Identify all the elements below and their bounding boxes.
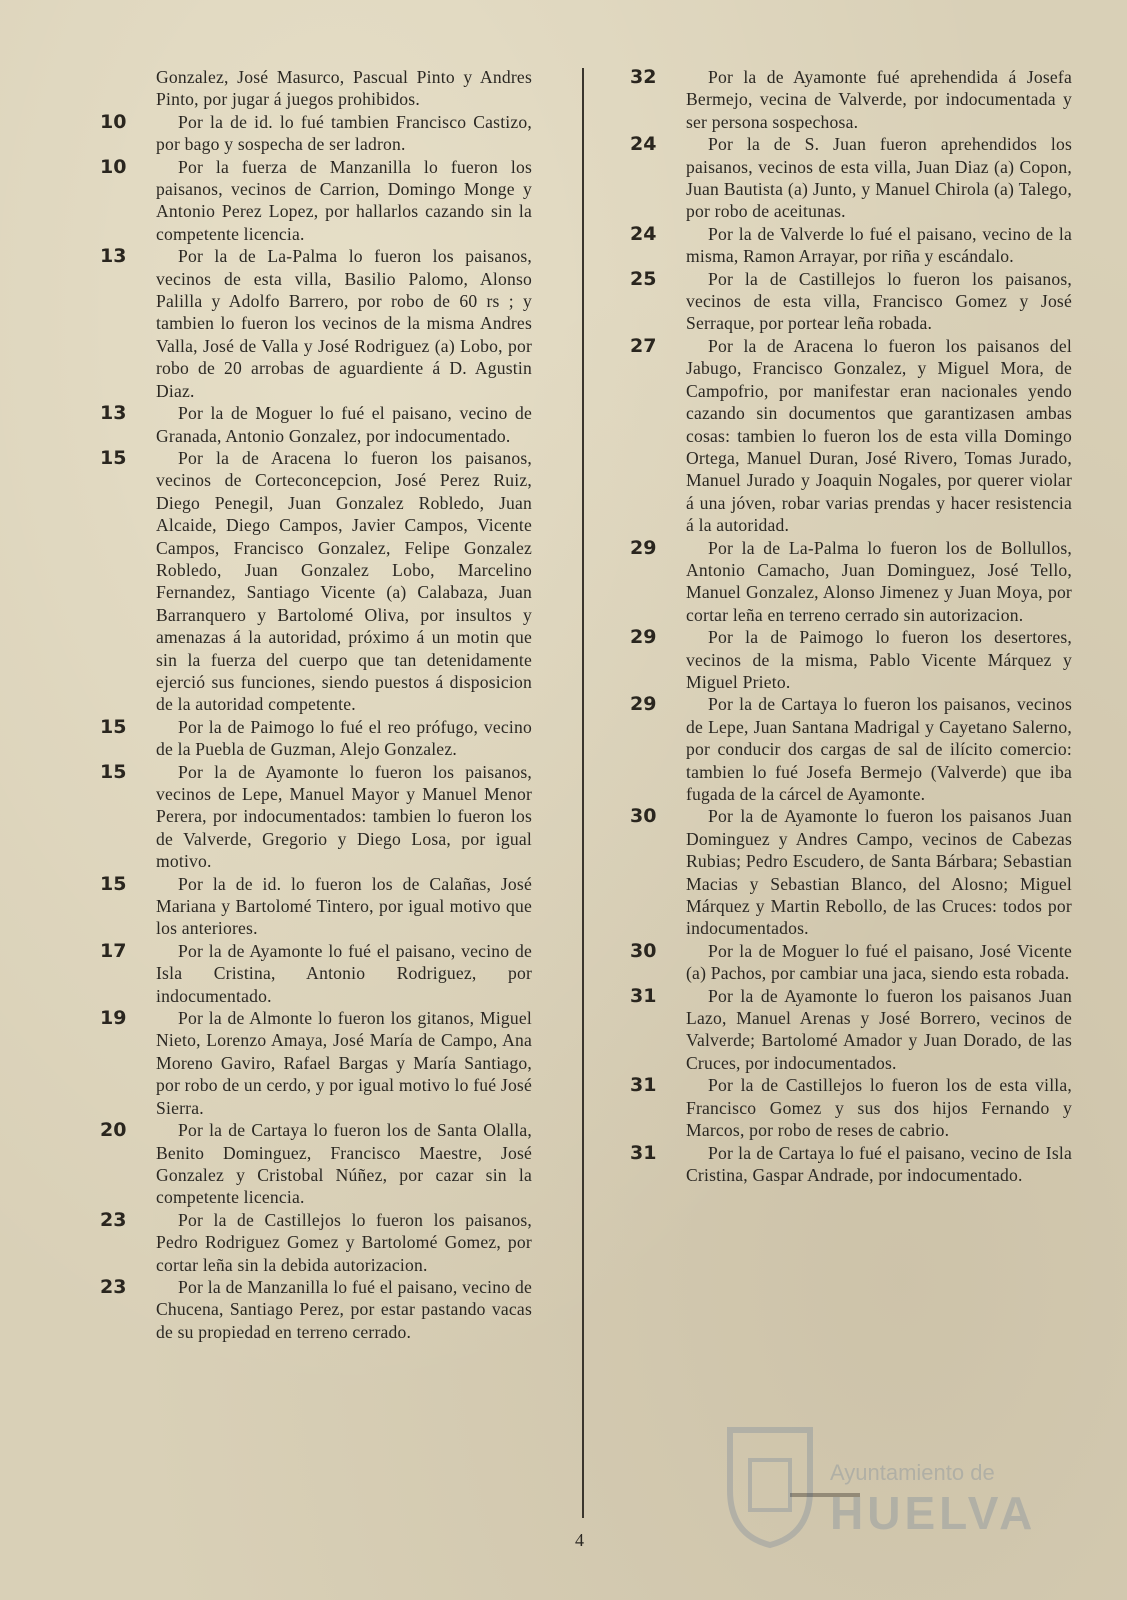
entry-item	[630, 985, 1072, 1075]
right-column	[630, 66, 1072, 1186]
entry-date: 27	[630, 334, 657, 357]
entry-date: 23	[100, 1275, 127, 1298]
entry-text: Por la de Aracena lo fueron los paisanos del Jabugo, Francisco Gonzalez, y Miguel Mora, de Campofrio, por manifestar eran nacionales yendo cazando sin documentos que garantizasen ambas cosas: tambien lo fueron los de esta villa Domingo Ortega, Manuel Duran, José Rivero, Tomas Jurado, Manuel Jurado y Joaquin Nogales, por querer violar á una jóven, robar varias prendas y hacer resistencia á la autoridad.	[686, 335, 1072, 536]
entry-date: 30	[630, 939, 657, 962]
entry-text: Por la de Ayamonte fué aprehendida á Josefa Bermejo, vecina de Valverde, por indocumentada y ser persona sospechosa.	[686, 67, 1072, 132]
entry-text: Por la de Castillejos lo fueron los paisanos, Pedro Rodriguez Gomez y Bartolomé Gomez, por cortar leña sin la debida autorizacion.	[156, 1209, 532, 1275]
entry-date: 25	[630, 267, 657, 290]
entry-text: Por la de Aracena lo fueron los paisanos, vecinos de Corteconcepcion, José Perez Ruiz, Diego Penegil, Juan Gonzalez Robledo, Juan Alcaide, Diego Campos, Javier Campos, Vicente Campos, Francisco Gonzalez, Felipe Gonzalez Robledo, Juan Gonzalez Lobo, Marcelino Fernandez, Santiago Vicente (a) Calabaza, Juan Barranquero y Bartolomé Oliva, por insultos y amenazas á la autoridad, próximo á un motin que sin la fuerza del cuerpo que tan detenidamente ejerció sus funciones, siendo puestos á disposicion de la autoridad competente.	[156, 447, 532, 715]
entry-text: Por la de Manzanilla lo fué el paisano, vecino de Chucena, Santiago Perez, por estar pastando vacas de su propiedad en terreno cerrado.	[156, 1276, 532, 1342]
entry-date: 15	[100, 715, 127, 738]
entry-item	[100, 156, 532, 246]
entry-date: 15	[100, 760, 127, 783]
entry-date: 10	[100, 155, 127, 178]
entry-item	[100, 1007, 532, 1119]
entry-date: 32	[630, 66, 657, 88]
entry-text: Por la de Ayamonte lo fueron los paisanos, vecinos de Lepe, Manuel Mayor y Manuel Menor Perera, por indocumentados: tambien lo fueron los de Valverde, Gregorio y Diego Losa, por igual motivo.	[156, 761, 532, 872]
entry-date: 29	[630, 626, 657, 649]
left-column	[100, 66, 532, 1343]
entry-item	[100, 447, 532, 716]
watermark-line1: Ayuntamiento de	[830, 1460, 995, 1485]
watermark-seal	[720, 1420, 1050, 1550]
entry-item	[630, 268, 1072, 335]
entry-text: Por la de id. lo fueron los de Calañas, José Mariana y Bartolomé Tintero, por igual motivo que los anteriores.	[156, 873, 532, 939]
entry-date: 15	[100, 446, 127, 469]
entry-text: Por la de Valverde lo fué el paisano, vecino de la misma, Ramon Arrayar, por riña y escándalo.	[686, 223, 1072, 267]
entry-date: 24	[630, 222, 657, 245]
entry-date: 15	[100, 872, 127, 895]
entry-date: 19	[100, 1007, 127, 1030]
entry-item	[630, 626, 1072, 693]
entry-item	[630, 223, 1072, 268]
entry-text: Por la de Paimogo lo fué el reo prófugo, vecino de la Puebla de Guzman, Alejo Gonzalez.	[156, 716, 532, 760]
entry-text: Por la de Cartaya lo fueron los paisanos, vecinos de Lepe, Juan Santana Madrigal y Cayetano Salerno, por conducir dos cargas de sal de ilícito comercio: tambien lo fué Josefa Bermejo (Valverde) que iba fugada de la cárcel de Ayamonte.	[686, 694, 1072, 804]
entry-date: 31	[630, 1074, 657, 1097]
entry-item	[630, 940, 1072, 985]
entry-date: 31	[630, 984, 657, 1007]
entry-text: Por la de id. lo fué tambien Francisco Castizo, por bago y sospecha de ser ladron.	[156, 111, 532, 155]
entry-date: 10	[100, 110, 127, 133]
entry-item	[100, 1276, 532, 1343]
entry-text: Por la de Almonte lo fueron los gitanos, Miguel Nieto, Lorenzo Amaya, José María de Campo, Ana Moreno Gaviro, Rafael Bargas y María Santiago, por robo de un cerdo, y por igual motivo lo fué José Sierra.	[156, 1008, 532, 1118]
entry-item	[100, 1209, 532, 1276]
entry-item	[100, 716, 532, 761]
entry-item	[100, 245, 532, 402]
entry-item	[100, 402, 532, 447]
entry-text: Por la de Paimogo lo fueron los desertores, vecinos de la misma, Pablo Vicente Márquez y Miguel Prieto.	[686, 627, 1072, 692]
entry-text: Por la de Ayamonte lo fueron los paisanos Juan Lazo, Manuel Arenas y José Borrero, vecinos de Valverde; Bartolomé Amador y Juan Dorado, de las Cruces, por indocumentados.	[686, 985, 1072, 1073]
entry-text: Por la de Cartaya lo fué el paisano, vecino de Isla Cristina, Gaspar Andrade, por indocumentado.	[686, 1142, 1072, 1185]
entry-date: 31	[630, 1141, 657, 1164]
entry-text: Por la de S. Juan fueron aprehendidos los paisanos, vecinos de esta villa, Juan Diaz (a) Copon, Juan Bautista (a) Junto, y Manuel Chirola (a) Talego, por robo de aceitunas.	[686, 134, 1072, 222]
page-number: 4	[575, 1530, 584, 1550]
entry-date: 23	[100, 1208, 127, 1231]
coat-of-arms-icon	[720, 1420, 820, 1550]
entry-item	[630, 66, 1072, 133]
column-divider	[582, 68, 584, 1518]
entry-text: Gonzalez, José Masurco, Pascual Pinto y Andres Pinto, por jugar á juegos prohibidos.	[156, 67, 532, 110]
entry-item	[630, 133, 1072, 223]
entry-item	[100, 66, 532, 111]
entry-item	[630, 805, 1072, 939]
entry-item	[630, 1142, 1072, 1187]
entry-item	[100, 1119, 532, 1209]
watermark-line2: HUELVA	[830, 1487, 1037, 1539]
entry-date: 20	[100, 1119, 127, 1142]
entry-item	[100, 111, 532, 156]
entry-text: Por la fuerza de Manzanilla lo fueron los paisanos, vecinos de Carrion, Domingo Monge y Antonio Perez Lopez, por hallarlos cazando sin la competente licencia.	[156, 156, 532, 244]
entry-text: Por la de Cartaya lo fueron los de Santa Olalla, Benito Dominguez, Francisco Maestre, José Gonzalez y Cristobal Núñez, por cazar sin la competente licencia.	[156, 1120, 532, 1208]
entry-date: 13	[100, 245, 127, 268]
entry-text: Por la de Moguer lo fué el paisano, vecino de Granada, Antonio Gonzalez, por indocumentado.	[156, 403, 532, 446]
entry-item	[100, 873, 532, 940]
entry-item	[630, 1074, 1072, 1141]
entry-text: Por la de Castillejos lo fueron los de esta villa, Francisco Gomez y sus dos hijos Fernando y Marcos, por robo de reses de cabrio.	[686, 1075, 1072, 1141]
entry-text: Por la de La-Palma lo fueron los de Bollullos, Antonio Camacho, Juan Dominguez, José Tello, Manuel Gonzalez, Alonso Jimenez y Juan Moya, por cortar leña en terreno cerrado sin autorizacion.	[686, 537, 1072, 625]
entry-date: 30	[630, 805, 657, 828]
entry-text: Por la de Ayamonte lo fué el paisano, vecino de Isla Cristina, Antonio Rodriguez, por indocumentado.	[156, 940, 532, 1006]
entry-date: 17	[100, 939, 127, 962]
entry-item	[630, 335, 1072, 537]
entry-date: 24	[630, 133, 657, 156]
entry-text: Por la de Castillejos lo fueron los paisanos, vecinos de esta villa, Francisco Gomez y José Serraque, por portear leña robada.	[686, 268, 1072, 334]
entry-text: Por la de La-Palma lo fueron los paisanos, vecinos de esta villa, Basilio Palomo, Alonso Palilla y Adolfo Barrero, por robo de 60 rs ; y tambien lo fueron los vecinos de la misma Andres Valla, José de Valla y José Rodriguez (a) Lobo, por robo de 20 arrobas de aguardiente á D. Agustin Diaz.	[156, 246, 532, 401]
entry-text: Por la de Moguer lo fué el paisano, José Vicente (a) Pachos, por cambiar una jaca, siendo esta robada.	[686, 940, 1072, 984]
entry-item	[100, 940, 532, 1007]
entry-date: 29	[630, 693, 657, 716]
entry-date: 29	[630, 536, 657, 559]
entry-text: Por la de Ayamonte lo fueron los paisanos Juan Dominguez y Andres Campo, vecinos de Cabezas Rubias; Pedro Escudero, de Santa Bárbara; Sebastian Macias y Sebastian Blanco, del Alosno; Miguel Márquez y Martin Rebollo, de las Cruces: todos por indocumentados.	[686, 806, 1072, 939]
entry-item	[630, 693, 1072, 805]
entry-date: 13	[100, 402, 127, 425]
entry-item	[630, 537, 1072, 627]
entry-item	[100, 761, 532, 873]
